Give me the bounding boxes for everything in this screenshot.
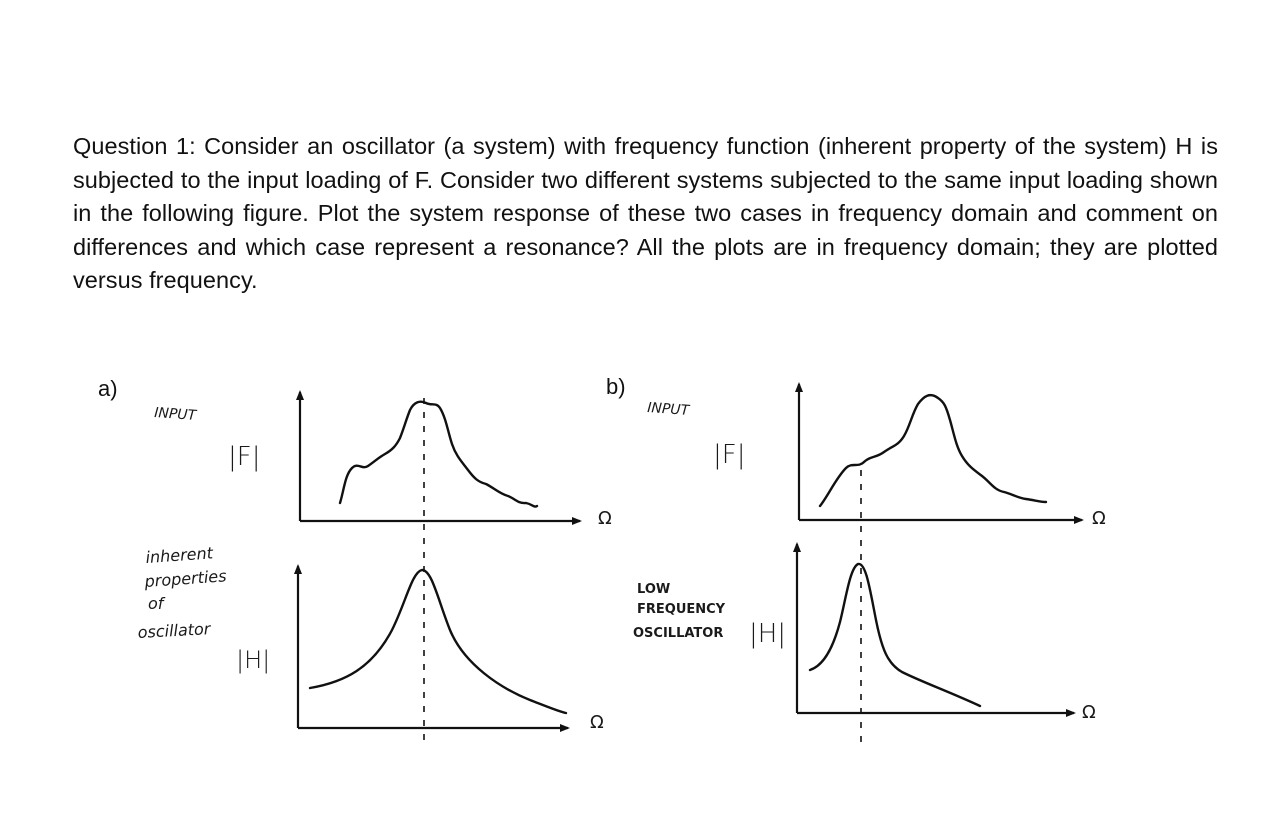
panel-b-side-line-1: LOW xyxy=(637,582,671,597)
panel-a-f-label: |F| xyxy=(228,442,261,472)
panel-b-label: b) xyxy=(606,374,626,399)
panel-b-side-line-3: OSCILLATOR xyxy=(633,626,724,641)
panel-b-f-axes xyxy=(799,384,1082,520)
panel-a-h-curve xyxy=(310,570,566,713)
panel-a-input-label: INPUT xyxy=(153,405,197,424)
panel-a-label: a) xyxy=(98,376,118,401)
panel-a-h-axes xyxy=(298,566,568,728)
question-text: Question 1: Consider an oscillator (a system) with frequency function (inherent property of the system) H is subjected to the input loading of F. Consider two different systems subjected to the same input loading shown in the following figure. Plot the system response of these two cases in frequency domain and comment on differences and which case represent a resonance? All the plots are in frequency domain; they are plotted versus frequency. xyxy=(73,133,1218,293)
panel-a-h-axis-label: Ω xyxy=(590,712,604,733)
panel-a-h-side-label xyxy=(137,543,227,642)
panel-b xyxy=(606,374,1106,745)
panel-b-side-line-2: FREQUENCY xyxy=(637,602,726,617)
panel-b-h-axis-label: Ω xyxy=(1082,702,1096,723)
panel-a-side-line-4: oscillator xyxy=(137,619,211,642)
panel-a-side-line-2: properties xyxy=(143,566,228,591)
panel-b-f-label: |F| xyxy=(713,440,746,470)
panel-b-input-label: INPUT xyxy=(646,400,690,419)
panel-b-h-curve xyxy=(810,564,980,706)
panel-a-f-axes xyxy=(300,392,580,521)
panel-b-h-side-label xyxy=(633,582,726,641)
panel-a-h-label: |H| xyxy=(236,646,271,674)
panel-a xyxy=(98,376,612,740)
panel-a-f-curve xyxy=(340,402,537,507)
panel-a-f-axis-label: Ω xyxy=(598,508,612,529)
panel-b-f-curve xyxy=(820,395,1046,506)
panel-b-f-axis-label: Ω xyxy=(1092,508,1106,529)
panel-b-h-label: |H| xyxy=(749,619,787,649)
panel-a-side-line-3: of xyxy=(148,594,164,613)
panel-a-side-line-1: inherent xyxy=(144,543,214,567)
